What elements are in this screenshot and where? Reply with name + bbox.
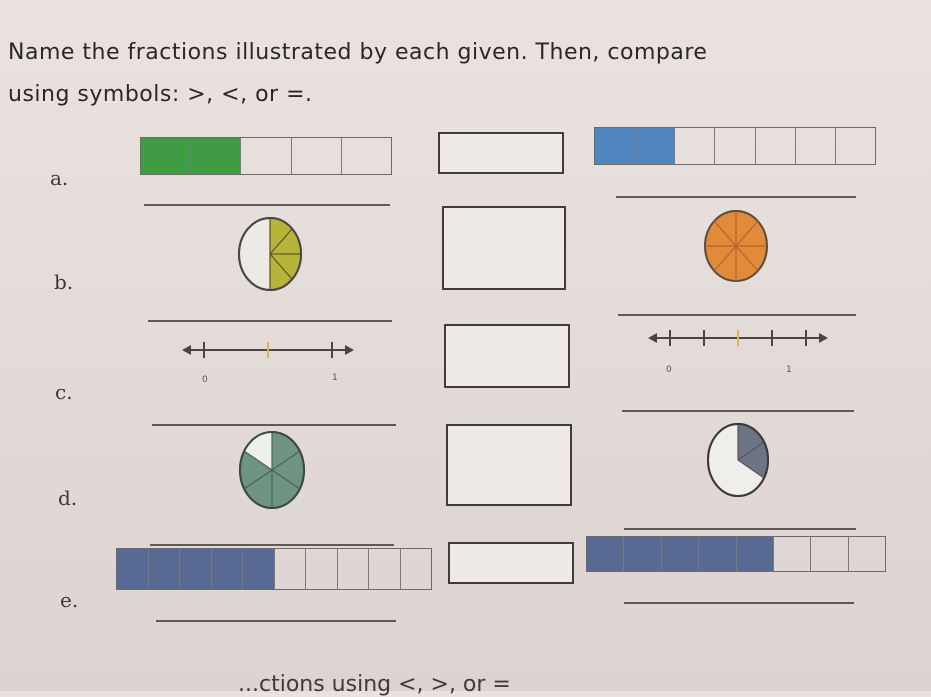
- bar-cell-shaded: [624, 537, 661, 571]
- bar-cell: [796, 128, 836, 164]
- bar-cell-shaded: [243, 549, 275, 589]
- compare-box-e[interactable]: [448, 542, 574, 584]
- fraction-circle-d-right: [704, 420, 772, 500]
- answer-line-b-right[interactable]: [618, 314, 856, 316]
- fraction-bar-e-right: [586, 536, 886, 572]
- bar-cell: [836, 128, 875, 164]
- bar-cell-shaded: [191, 138, 241, 174]
- answer-line-c-right[interactable]: [622, 410, 854, 412]
- answer-line-a-right[interactable]: [616, 196, 856, 198]
- circle-dividers: [705, 211, 767, 281]
- bar-cell: [774, 537, 811, 571]
- bar-cell-shaded: [699, 537, 736, 571]
- compare-box-c[interactable]: [444, 324, 570, 388]
- item-label-d: d.: [58, 486, 78, 510]
- compare-box-b[interactable]: [442, 206, 566, 290]
- bar-cell-shaded: [180, 549, 212, 589]
- tick-label: 0: [666, 365, 672, 375]
- answer-line-a-left[interactable]: [144, 204, 390, 206]
- bar-cell-shaded: [662, 537, 699, 571]
- fraction-circle-d-left: [236, 428, 308, 512]
- answer-line-d-left[interactable]: [150, 544, 394, 546]
- bar-cell: [275, 549, 307, 589]
- answer-line-c-left[interactable]: [152, 424, 396, 426]
- fraction-circle-b-left: [234, 214, 306, 294]
- answer-line-d-right[interactable]: [624, 528, 856, 530]
- bar-cell-shaded: [149, 549, 181, 589]
- number-line-c-left: [180, 336, 356, 390]
- bar-cell: [292, 138, 342, 174]
- bar-cell: [715, 128, 755, 164]
- fraction-circle-b-right: [700, 206, 772, 286]
- item-label-c: c.: [55, 380, 73, 404]
- bar-cell-shaded: [212, 549, 244, 589]
- answer-line-e-right[interactable]: [624, 602, 854, 604]
- bar-cell: [675, 128, 715, 164]
- fraction-bar-a-left: [140, 137, 392, 175]
- bar-cell-shaded: [595, 128, 635, 164]
- item-label-e: e.: [60, 588, 79, 612]
- instruction-line-2: using symbols: >, <, or =.: [8, 82, 313, 107]
- answer-line-e-left[interactable]: [156, 620, 396, 622]
- bar-cell: [811, 537, 848, 571]
- bar-cell: [342, 138, 391, 174]
- bar-cell-shaded: [737, 537, 774, 571]
- item-label-a: a.: [50, 166, 69, 190]
- arrow-right-icon: [345, 345, 354, 355]
- footer-text: ...ctions using <, >, or =: [238, 672, 511, 697]
- arrow-right-icon: [819, 333, 828, 343]
- bar-cell: [241, 138, 291, 174]
- bar-cell-shaded: [587, 537, 624, 571]
- bar-cell-shaded: [635, 128, 675, 164]
- tick-label: 1: [332, 373, 338, 383]
- bar-cell-shaded: [141, 138, 191, 174]
- fraction-bar-a-right: [594, 127, 876, 165]
- compare-box-d[interactable]: [446, 424, 572, 506]
- bar-cell: [849, 537, 885, 571]
- bar-cell: [756, 128, 796, 164]
- bar-cell: [369, 549, 401, 589]
- instruction-line-1: Name the fractions illustrated by each given. Then, compare: [8, 40, 708, 65]
- arrow-left-icon: [648, 333, 657, 343]
- tick-label: 0: [202, 375, 208, 385]
- compare-box-a[interactable]: [438, 132, 564, 174]
- item-label-b: b.: [54, 270, 74, 294]
- bar-cell: [338, 549, 370, 589]
- tick-label: 1: [786, 365, 792, 375]
- number-line-c-right: [646, 324, 830, 380]
- bar-cell: [306, 549, 338, 589]
- bar-cell-shaded: [117, 549, 149, 589]
- arrow-left-icon: [182, 345, 191, 355]
- fraction-bar-e-left: [116, 548, 432, 590]
- bar-cell: [401, 549, 432, 589]
- answer-line-b-left[interactable]: [148, 320, 392, 322]
